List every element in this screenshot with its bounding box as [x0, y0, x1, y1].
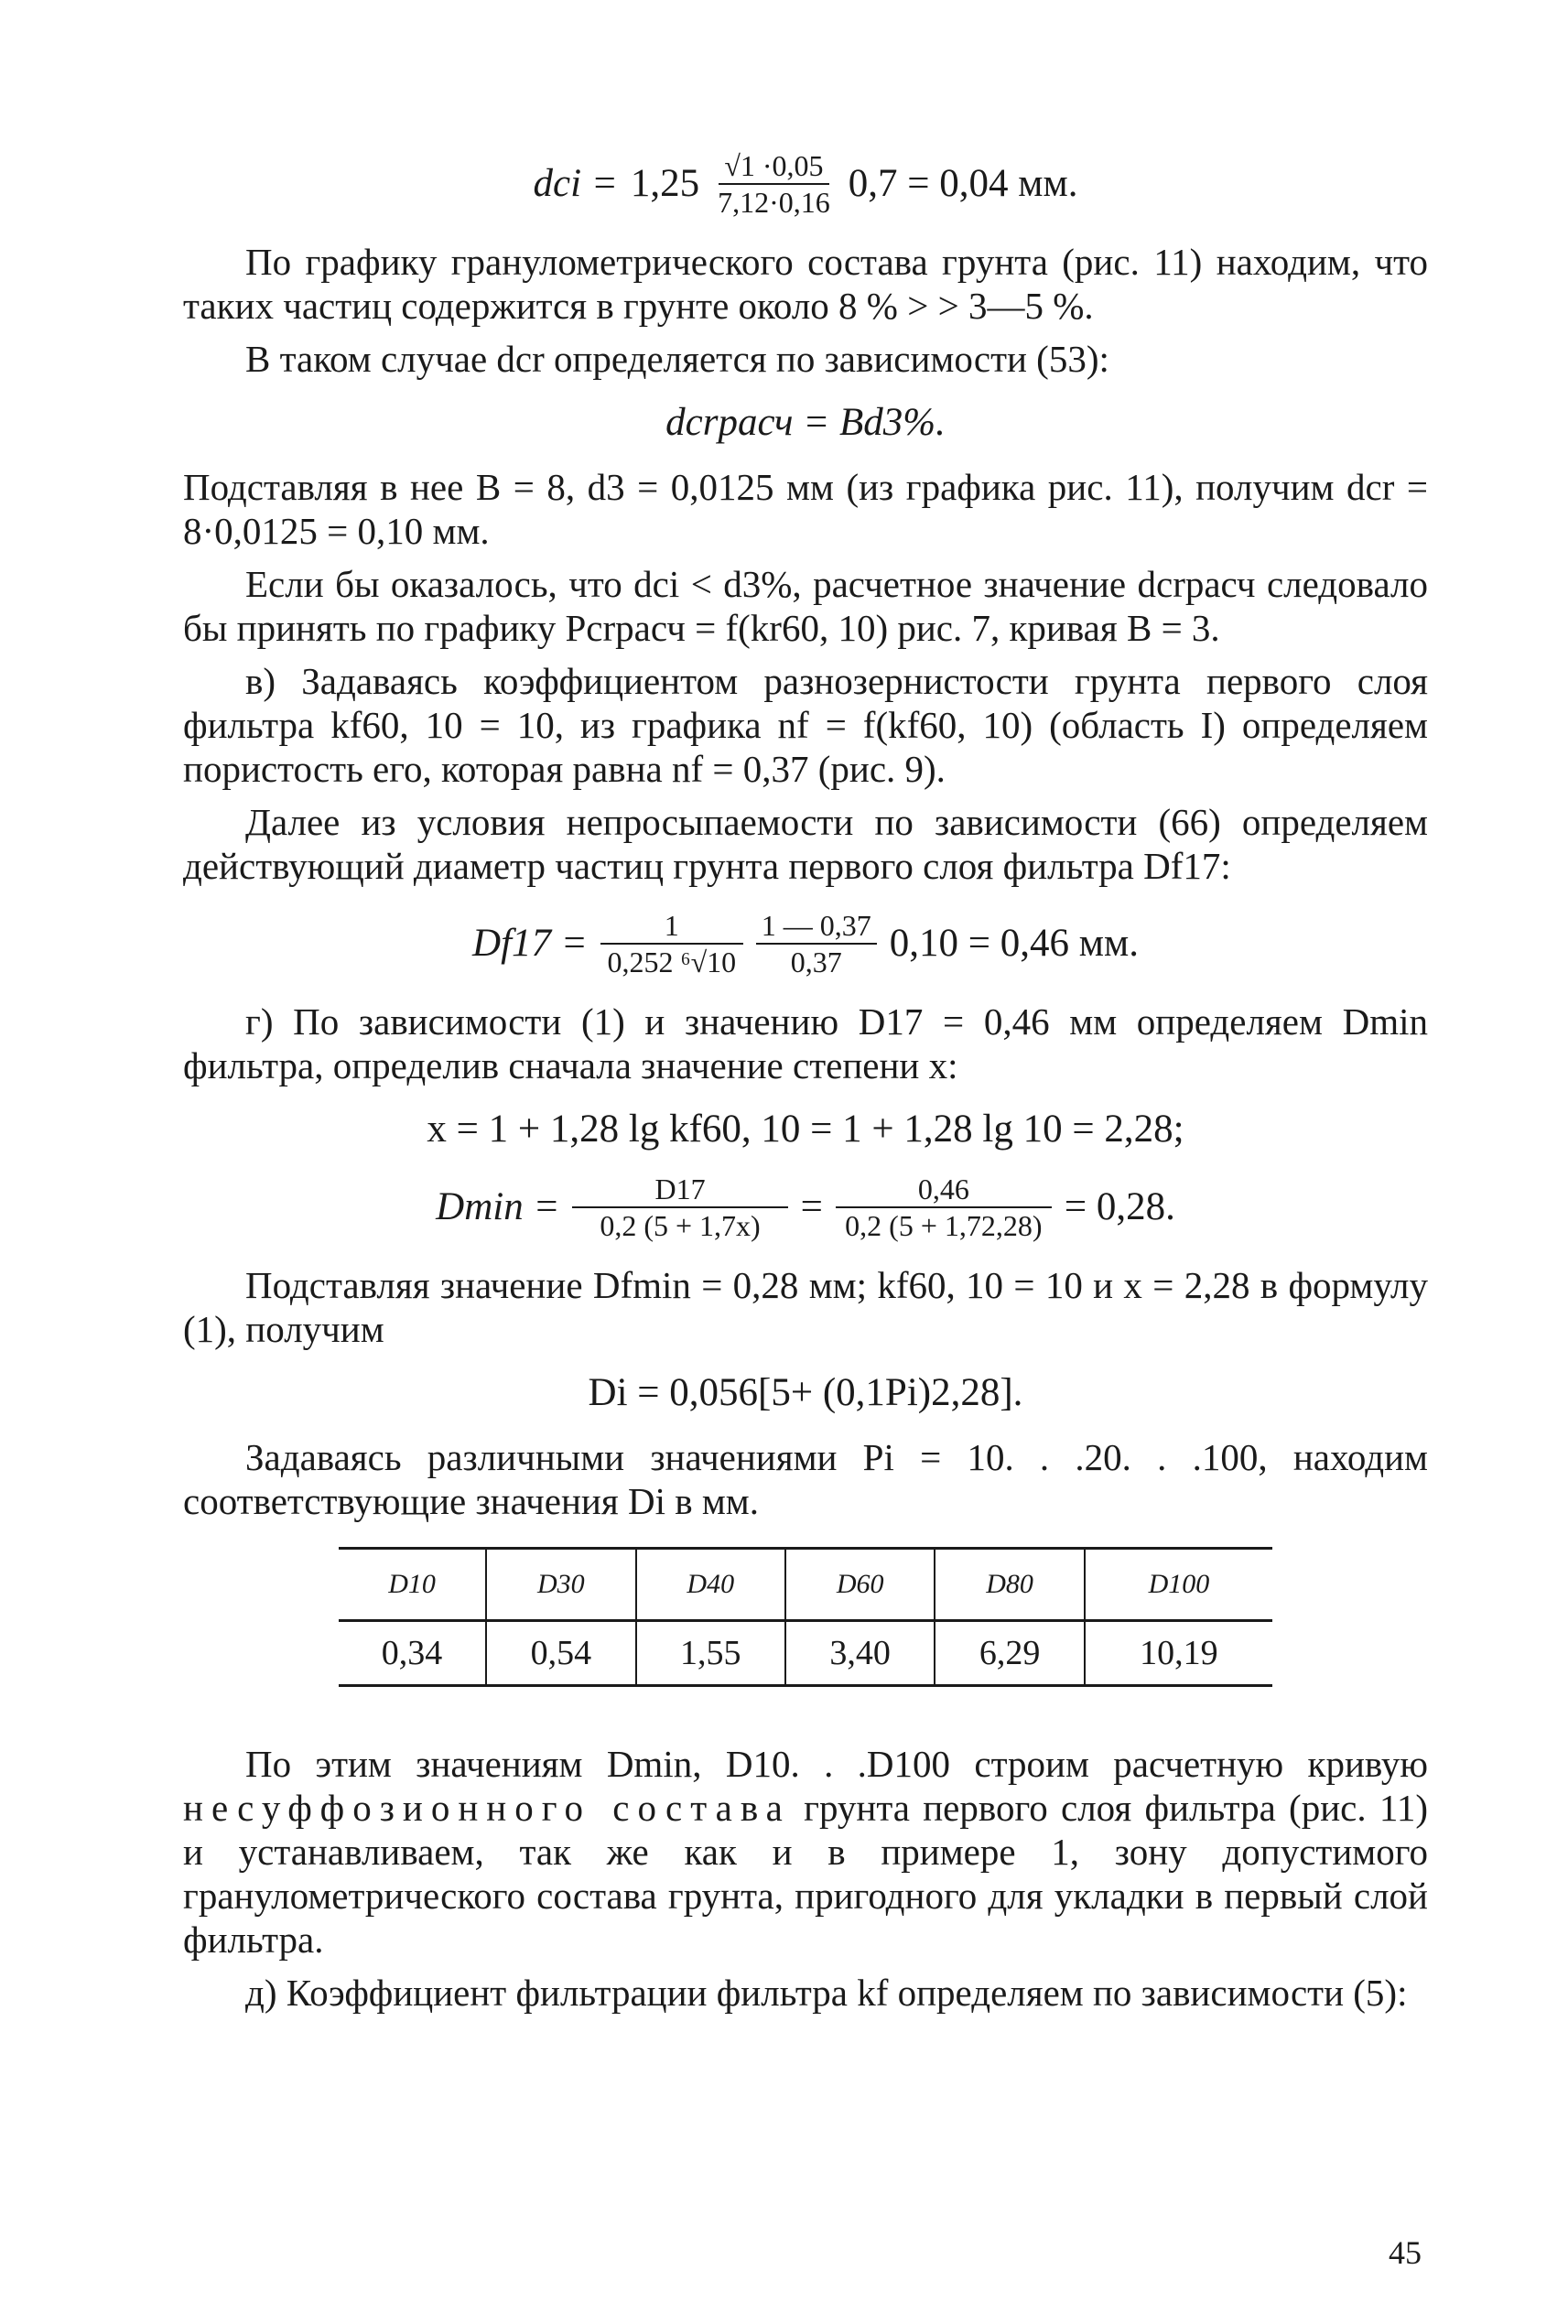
formula-df17 — [183, 908, 1428, 979]
equals-sign: = — [800, 1185, 823, 1228]
formula-dcr — [183, 401, 1428, 445]
formula-dmin-denominator-2: 0,2 (5 + 1,72,28) — [845, 1209, 1043, 1242]
formula-df17-lhs: Df17 = — [472, 922, 588, 965]
formula-dmin-fraction-2 — [836, 1172, 1052, 1243]
diameter-table — [339, 1547, 1272, 1687]
formula-dci — [183, 148, 1428, 220]
table-cell: 10,19 — [1085, 1621, 1272, 1686]
page-body — [183, 128, 1428, 2015]
table-header-cell: D30 — [486, 1549, 635, 1621]
formula-dcr-text: dcrрасч = Bd3%. — [665, 401, 946, 444]
formula-dci-numerator: √1 ·0,05 — [719, 148, 828, 185]
formula-df17-result: 0,10 = 0,46 мм. — [889, 922, 1139, 965]
formula-dci-fraction — [712, 148, 836, 220]
table-header-cell: D40 — [636, 1549, 785, 1621]
paragraph-curve-end: грунта первого слоя фильтра (рис. 11) и устанавливаем, так же как и в примере 1, зону допустимого гранулометрического состава грунта, пригодного для укладки в первый слой фильтра. — [183, 1787, 1428, 1961]
table-header-cell: D10 — [339, 1549, 486, 1621]
formula-dci-coef: 1,25 — [630, 162, 700, 205]
table-header-row — [339, 1549, 1272, 1621]
paragraph-curve-spaced: несуффозионного состава — [183, 1787, 791, 1829]
paragraph-if-case: Если бы оказалось, что dci < d3%, расчетное значение dcrрасч следовало бы принять по графику Pcrрасч = f(kr60, 10) рис. 7, кривая B = 3. — [183, 563, 1428, 649]
paragraph-curve — [183, 1742, 1428, 1962]
paragraph-substitute-dmin: Подставляя значение Dfmin = 0,28 мм; kf60, 10 = 10 и x = 2,28 в формулу (1), получим — [183, 1264, 1428, 1350]
table-cell: 0,34 — [381, 1634, 443, 1672]
formula-dmin-denominator-1: 0,2 (5 + 1,7x) — [600, 1209, 761, 1242]
paragraph-step-v: в) Задаваясь коэффициентом разнозернистости грунта первого слоя фильтра kf60, 10 = 10, из графика nf = f(kf60, 10) (область I) определяем пористость его, которая равна nf = 0,37 (рис. 9). — [183, 660, 1428, 790]
formula-dmin — [183, 1172, 1428, 1243]
paragraph-step-d: д) Коэффициент фильтрации фильтра kf определяем по зависимости (5): — [245, 1972, 1408, 2014]
formula-x — [183, 1108, 1428, 1151]
page-number: 45 — [1389, 2234, 1422, 2271]
table-row — [339, 1621, 1272, 1686]
paragraph-curve-start: По этим значениям Dmin, D10. . .D100 строим расчетную кривую — [245, 1743, 1428, 1785]
paragraph-pi-values: Задаваясь различными значениями Pi = 10. . .20. . .100, находим соответствующие значения Di в мм. — [183, 1436, 1428, 1522]
paragraph-continuity: Далее из условия непросыпаемости по зависимости (66) определяем действующий диаметр частиц грунта первого слоя фильтра Df17: — [183, 801, 1428, 887]
formula-dmin-fraction-1 — [572, 1172, 787, 1243]
table-header-cell: D60 — [785, 1549, 935, 1621]
paragraph-step-g: г) По зависимости (1) и значению D17 = 0,46 мм определяем Dmin фильтра, определив сначала значение степени x: — [183, 1000, 1428, 1086]
formula-df17-fraction-2 — [756, 908, 877, 979]
paragraph-granulometric: По графику гранулометрического состава грунта (рис. 11) находим, что таких частиц содержится в грунте около 8 % > > 3—5 %. — [183, 241, 1428, 327]
formula-dmin-result: = 0,28. — [1064, 1185, 1175, 1228]
formula-dci-denominator: 7,12·0,16 — [718, 186, 830, 219]
table-header-cell: D80 — [935, 1549, 1084, 1621]
paragraph-dcr-dependence: В таком случае dcr определяется по зависимости (53): — [245, 338, 1109, 380]
formula-dmin-numerator-1: D17 — [572, 1172, 787, 1208]
table-cell: 6,29 — [935, 1621, 1084, 1686]
paragraph-substitution: Подставляя в нее B = 8, d3 = 0,0125 мм (из графика рис. 11), получим dcr = 8·0,0125 = 0,10 мм. — [183, 466, 1428, 552]
table-cell: 0,54 — [486, 1621, 635, 1686]
formula-df17-denominator-2: 0,37 — [790, 946, 842, 978]
formula-df17-fraction-1 — [600, 908, 743, 979]
formula-di-text: Di = 0,056[5+ (0,1Pi)2,28]. — [588, 1371, 1023, 1414]
formula-dmin-lhs: Dmin = — [436, 1185, 560, 1228]
table-cell: 1,55 — [636, 1621, 785, 1686]
formula-dmin-numerator-2: 0,46 — [836, 1172, 1052, 1208]
formula-df17-numerator-2: 1 — 0,37 — [756, 908, 877, 945]
formula-df17-denominator-1: 0,252 ⁶√10 — [607, 946, 737, 978]
formula-di — [183, 1371, 1428, 1415]
formula-dci-lhs: dci = — [533, 162, 618, 205]
formula-dci-result: 0,7 = 0,04 мм. — [848, 162, 1078, 205]
formula-df17-numerator-1: 1 — [600, 908, 743, 945]
table-header-cell: D100 — [1085, 1549, 1272, 1621]
table-cell: 3,40 — [785, 1621, 935, 1686]
formula-x-text: x = 1 + 1,28 lg kf60, 10 = 1 + 1,28 lg 10 = 2,28; — [427, 1108, 1184, 1151]
